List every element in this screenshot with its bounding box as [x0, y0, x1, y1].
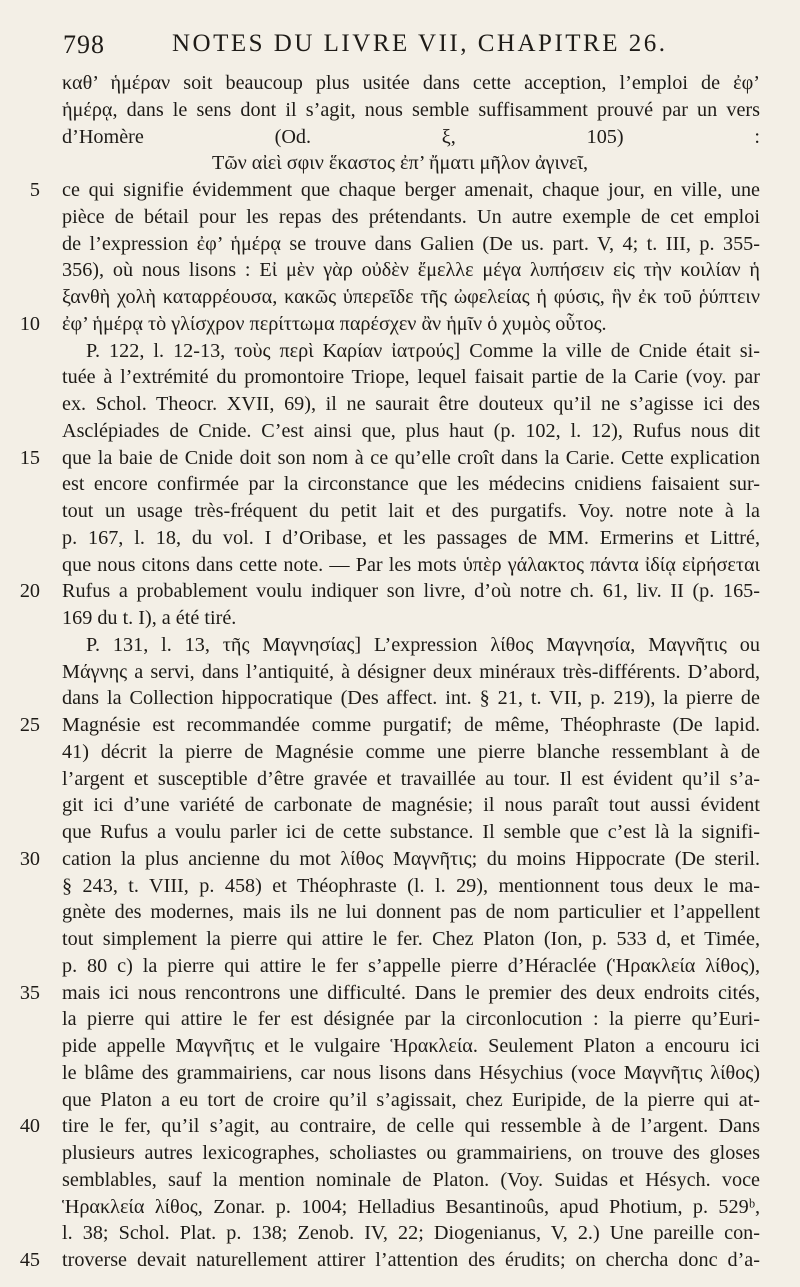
- line-number: 30: [19, 848, 40, 870]
- text-line: tire le fer, qu’il s’agit, au contraire, de celle qui ressemble à de l’argent. Dans: [62, 1115, 760, 1137]
- text-line: que la baie de Cnide doit son nom à ce qu’elle croît dans la Carie. Cette explication: [62, 447, 760, 469]
- text-line: que nous citons dans cette note. — Par les mots ὑπὲρ γάλακτος πάντα ἰδίᾳ εἰρήσεται: [62, 554, 760, 576]
- text-line: 356), où nous lisons : Εἰ μὲν γὰρ οὐδὲν ἔμελλε μέγα λυπήσειν εἰς τὴν κοιλίαν ἡ: [62, 259, 760, 281]
- line-number: 5: [29, 179, 40, 201]
- line-number: 25: [19, 714, 40, 736]
- line-number: 15: [19, 447, 40, 469]
- text-line: Μάγνης a servi, dans l’antiquité, à désigner deux minéraux très-différents. D’abord,: [62, 661, 760, 683]
- text-line: Magnésie est recommandée comme purgatif; de même, Théophraste (De lapid.: [62, 714, 760, 736]
- line-number: 10: [19, 313, 40, 335]
- text-line: de l’expression ἐφ’ ἡμέρᾳ se trouve dans Galien (De us. part. V, 4; t. III, p. 355-: [62, 233, 760, 255]
- page-number: 798: [63, 30, 105, 59]
- line-number: 45: [19, 1249, 40, 1271]
- text-line: P. 122, l. 12-13, τοὺς περὶ Καρίαν ἰατρούς] Comme la ville de Cnide était si-: [86, 340, 760, 362]
- text-line: ξανθὴ χολὴ καταρρέουσα, κακῶς ὑπερεῖδε τῆς ὠφελείας ἡ φύσις, ἣν ἐκ τοῦ ῥύπτειν: [62, 286, 760, 308]
- text-line: ce qui signifie évidemment que chaque berger amenait, chaque jour, en ville, une: [62, 179, 760, 201]
- text-line: gnète des modernes, mais ils ne lui donnent pas de nom particulier et l’appellent: [62, 901, 760, 923]
- text-line: plusieurs autres lexicographes, scholiastes ou grammairiens, on trouve des gloses: [62, 1142, 760, 1164]
- text-line: pièce de bétail pour les repas des prétendants. Un autre exemple de cet emploi: [62, 206, 760, 228]
- text-line: § 243, t. VIII, p. 458) et Théophraste (l. l. 29), mentionnent tous deux le ma-: [62, 875, 760, 897]
- text-line: ex. Schol. Theocr. XVII, 69), il ne saurait être douteux qu’il ne s’agisse ici des: [62, 393, 760, 415]
- text-line: l. 38; Schol. Plat. p. 138; Zenob. IV, 22; Diogenianus, V, 2.) Une pareille con-: [62, 1222, 760, 1244]
- text-line: tuée à l’extrémité du promontoire Triope, lequel faisait partie de la Carie (voy. par: [62, 366, 760, 388]
- text-line: troverse devait naturellement attirer l’attention des érudits; on chercha donc d’a-: [62, 1249, 760, 1271]
- running-head: NOTES DU LIVRE VII, CHAPITRE 26.: [172, 30, 668, 57]
- text-line: 41) décrit la pierre de Magnésie comme une pierre blanche ressemblant à de: [62, 741, 760, 763]
- text-line: semblables, sauf la mention nominale de Platon. (Voy. Suidas et Hésych. voce: [62, 1169, 760, 1191]
- text-line: est encore confirmée par la circonstance que les médecins cnidiens faisaient sur-: [62, 473, 760, 495]
- text-line: cation la plus ancienne du mot λίθος Μαγνῆτις; du moins Hippocrate (De steril.: [62, 848, 760, 870]
- text-line: la pierre qui attire le fer est désignée par la circonlocution : la pierre qu’Euri-: [62, 1008, 760, 1030]
- text-line: p. 167, l. 18, du vol. I d’Oribase, et les passages de MM. Ermerins et Littré,: [62, 527, 760, 549]
- line-number: 20: [19, 580, 40, 602]
- page-header: [0, 30, 800, 60]
- text-line: le blâme des grammairiens, car nous lisons dans Hésychius (voce Μαγνῆτις λίθος): [62, 1062, 760, 1084]
- text-line: git ici d’une variété de carbonate de magnésie; il nous paraît tout aussi évident: [62, 794, 760, 816]
- text-line: 169 du t. I), a été tiré.: [62, 607, 237, 629]
- text-line: que Rufus a voulu parler ici de cette substance. Il semble que c’est là la signifi-: [62, 821, 760, 843]
- text-line: Ἡρακλεία λίθος, Zonar. p. 1004; Helladius Besantinoûs, apud Photium, p. 529ᵇ,: [62, 1196, 760, 1218]
- text-line: dans la Collection hippocratique (Des affect. int. § 21, t. VII, p. 219), la pierre de: [62, 687, 760, 709]
- text-line: P. 131, l. 13, τῆς Μαγνησίας] L’expression λίθος Μαγνησία, Μαγνῆτις ou: [86, 634, 760, 656]
- text-line: l’argent et susceptible d’être gravée et travaillée au tour. Il est évident qu’il s’a-: [62, 768, 760, 790]
- line-number: 40: [19, 1115, 40, 1137]
- text-line: Asclépiades de Cnide. C’est ainsi que, plus haut (p. 102, l. 12), Rufus nous dit: [62, 420, 760, 442]
- text-line: tout un usage très-fréquent du petit lait et des purgatifs. Voy. notre note à la: [62, 500, 760, 522]
- text-line: ἐφ’ ἡμέρᾳ τὸ γλίσχρον περίττωμα παρέσχεν ἂν ἡμῖν ὁ χυμὸς οὗτος.: [62, 313, 607, 335]
- text-line: d’Homère (Od. ξ, 105) :: [62, 126, 760, 148]
- text-line: pide appelle Μαγνῆτις et le vulgaire Ἡρακλεία. Seulement Platon a encouru ici: [62, 1035, 760, 1057]
- text-line: p. 80 c) la pierre qui attire le fer s’appelle pierre d’Héraclée (Ἡρακλεία λίθος),: [62, 955, 760, 977]
- text-line: Τῶν αἰεὶ σφιν ἕκαστος ἐπ’ ἤματι μῆλον ἀγινεῖ,: [211, 152, 588, 174]
- text-line: mais ici nous rencontrons une difficulté. Dans le premier des deux endroits cités,: [62, 982, 760, 1004]
- text-line: que Platon a eu tort de croire qu’il s’agissait, chez Euripide, de la pierre qui at-: [62, 1089, 760, 1111]
- line-number: 35: [19, 982, 40, 1004]
- text-line: tout simplement la pierre qui attire le fer. Chez Platon (Ion, p. 533 d, et Timée,: [62, 928, 760, 950]
- text-line: Rufus a probablement voulu indiquer son livre, d’où notre ch. 61, liv. II (p. 165-: [62, 580, 760, 602]
- text-line: ἡμέρᾳ, dans le sens dont il s’agit, nous semble suffisamment prouvé par un vers: [62, 99, 760, 121]
- text-line: καθ’ ἡμέραν soit beaucoup plus usitée dans cette acception, l’emploi de ἐφ’: [62, 72, 760, 94]
